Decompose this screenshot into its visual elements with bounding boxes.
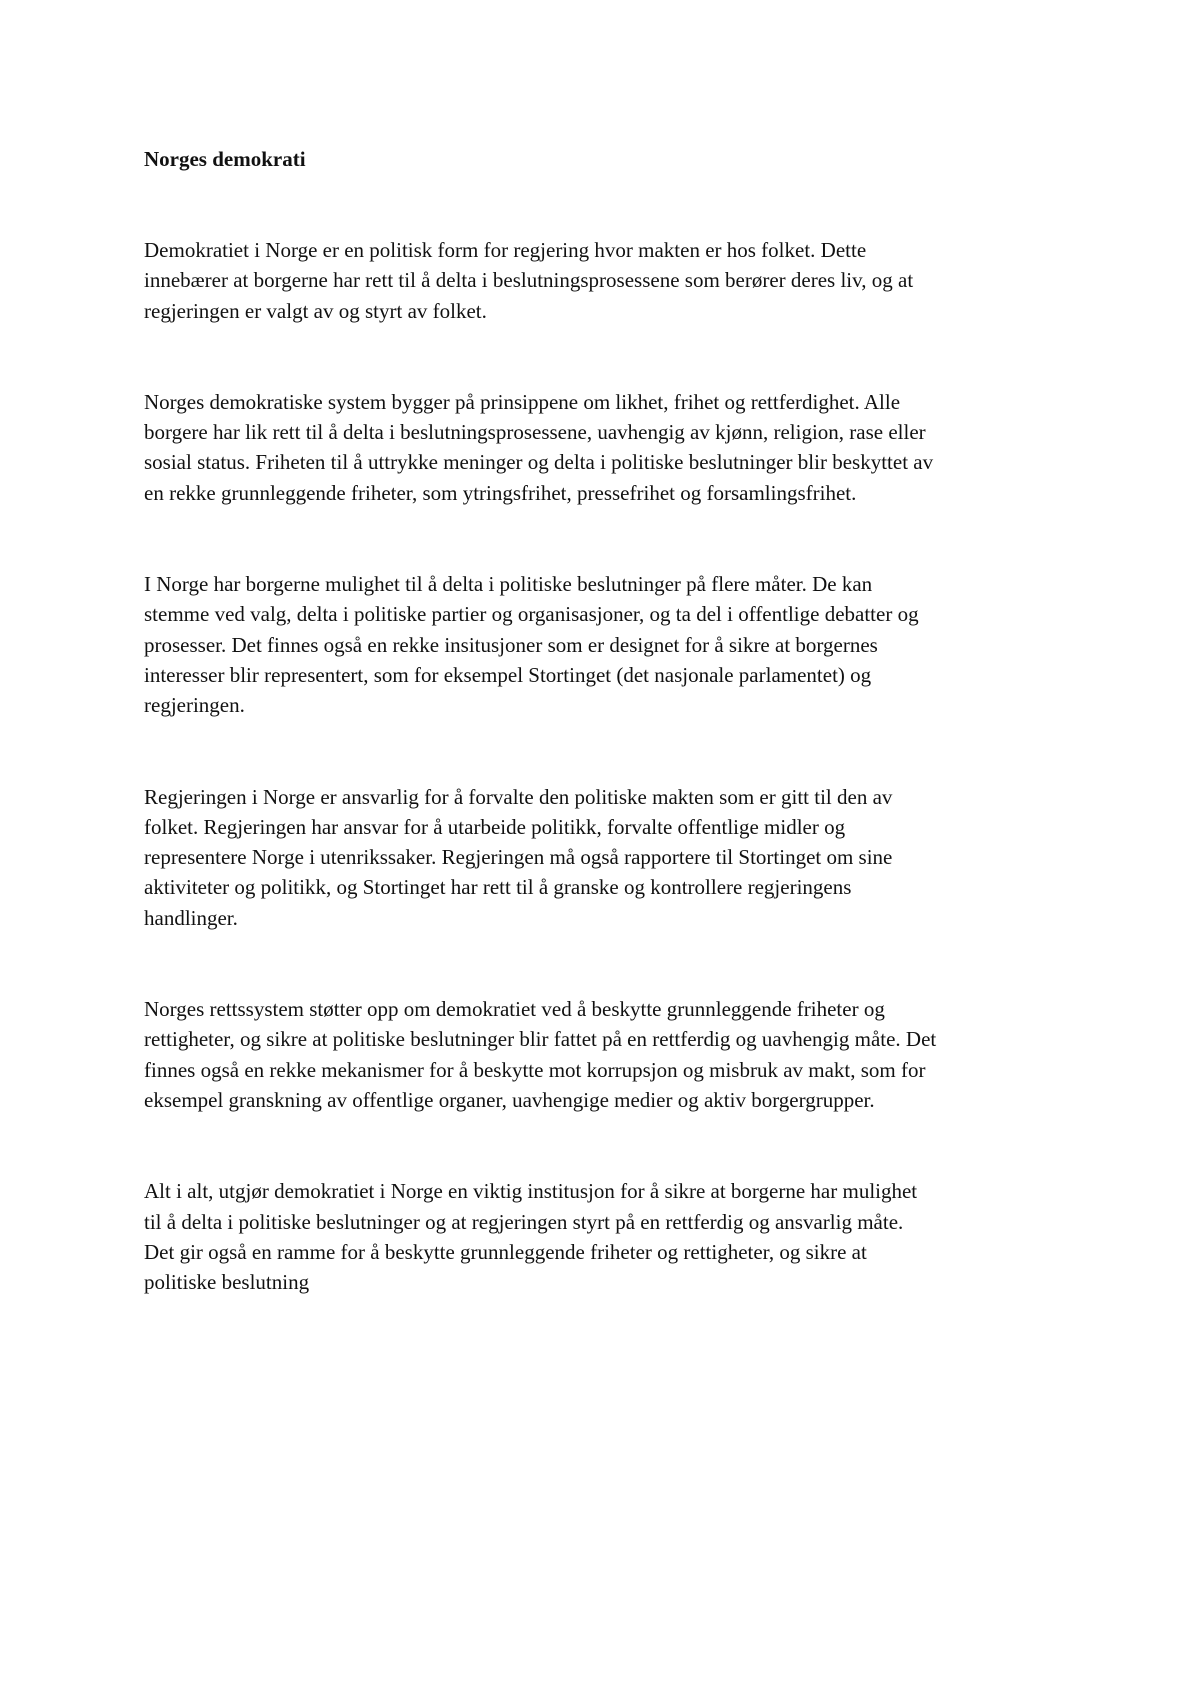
paragraph-line: Demokratiet i Norge er en politisk form for regjering hvor makten er hos folket. Dette bbox=[144, 238, 867, 262]
paragraph-line: folket. Regjeringen har ansvar for å utarbeide politikk, forvalte offentlige midler og bbox=[144, 814, 846, 839]
paragraph-line: representere Norge i utenrikssaker. Regjeringen må også rapportere til Stortinget om sine bbox=[144, 845, 893, 870]
paragraph-line: Norges rettssystem støtter opp om demokratiet ved å beskytte grunnleggende friheter og bbox=[144, 997, 885, 1022]
document-paragraph bbox=[144, 1176, 1064, 1297]
paragraph-line: regjeringen er valgt av og styrt av folket. bbox=[144, 298, 487, 323]
paragraph-line: rettigheter, og sikre at politiske beslutninger blir fattet på en rettferdig og uavhengig måte. Det bbox=[144, 1027, 937, 1052]
paragraph-line: I Norge har borgerne mulighet til å delta i politiske beslutninger på flere måter. De kan bbox=[144, 572, 873, 597]
paragraph-line: finnes også en rekke mekanismer for å beskytte mot korrupsjon og misbruk av makt, som for bbox=[144, 1057, 926, 1082]
paragraph-line: Alt i alt, utgjør demokratiet i Norge en viktig institusjon for å sikre at borgerne har mulighet bbox=[144, 1179, 918, 1204]
paragraph-line: Regjeringen i Norge er ansvarlig for å forvalte den politiske makten som er gitt til den av bbox=[144, 784, 893, 809]
paragraph-line: interesser blir representert, som for eksempel Stortinget (det nasjonale parlamentet) og bbox=[144, 662, 872, 687]
document-content bbox=[144, 144, 1064, 1358]
paragraph-line: politiske beslutning bbox=[144, 1270, 310, 1295]
paragraph-line: prosesser. Det finnes også en rekke insitusjoner som er designet for å sikre at borgernes bbox=[144, 632, 878, 657]
paragraph-line: handlinger. bbox=[144, 905, 238, 930]
document-paragraph bbox=[144, 569, 1064, 720]
paragraph-line: borgere har lik rett til å delta i beslutningsprosessene, uavhengig av kjønn, religion, rase eller bbox=[144, 420, 926, 445]
paragraph-line: til å delta i politiske beslutninger og at regjeringen styrt på en rettferdig og ansvarlig måte. bbox=[144, 1209, 904, 1234]
paragraph-line: sosial status. Friheten til å uttrykke meninger og delta i politiske beslutninger blir beskyttet av bbox=[144, 450, 934, 475]
document-paragraph bbox=[144, 994, 1064, 1115]
paragraph-line: aktiviteter og politikk, og Stortinget har rett til å granske og kontrollere regjeringens bbox=[144, 875, 852, 900]
document-paragraph bbox=[144, 235, 1064, 326]
document-body bbox=[144, 235, 1064, 1297]
paragraph-line: en rekke grunnleggende friheter, som ytringsfrihet, pressefrihet og forsamlingsfrihet. bbox=[144, 480, 857, 505]
document-title: Norges demokrati bbox=[144, 147, 306, 171]
paragraph-line: Norges demokratiske system bygger på prinsippene om likhet, frihet og rettferdighet. Alle bbox=[144, 389, 901, 414]
paragraph-line: innebærer at borgerne har rett til å delta i beslutningsprosessene som berører deres liv, og at bbox=[144, 268, 914, 293]
document-paragraph bbox=[144, 387, 1064, 508]
paragraph-line: eksempel granskning av offentlige organer, uavhengige medier og aktiv borgergrupper. bbox=[144, 1087, 875, 1112]
paragraph-line: Det gir også en ramme for å beskytte grunnleggende friheter og rettigheter, og sikre at bbox=[144, 1239, 867, 1264]
document-paragraph bbox=[144, 782, 1064, 933]
paragraph-line: stemme ved valg, delta i politiske partier og organisasjoner, og ta del i offentlige debatter og bbox=[144, 602, 919, 627]
paragraph-line: regjeringen. bbox=[144, 693, 245, 718]
